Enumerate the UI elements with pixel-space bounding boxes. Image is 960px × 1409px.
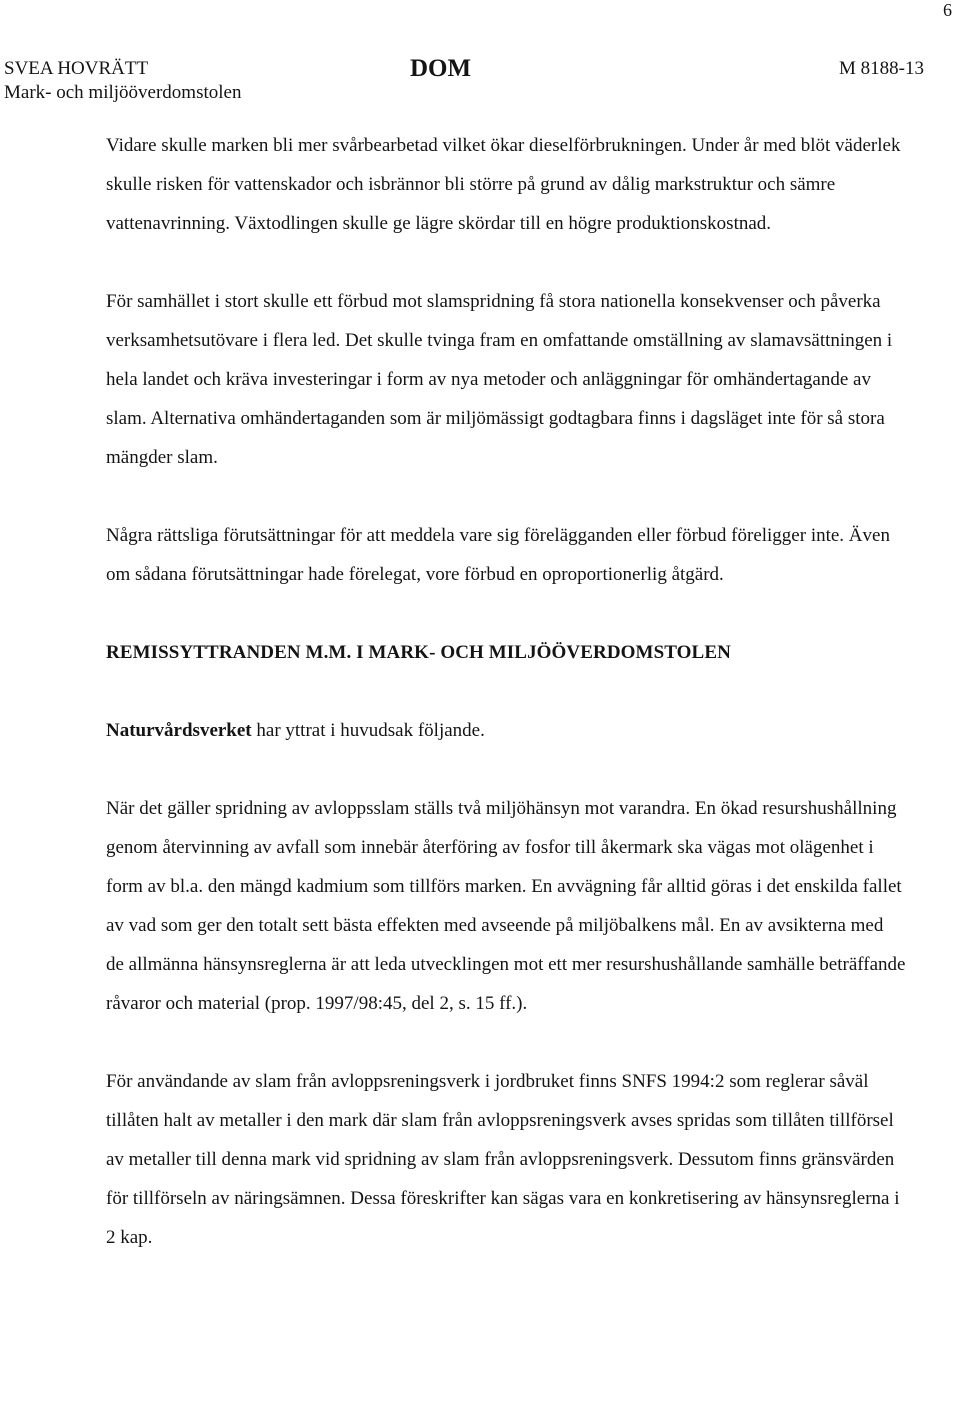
paragraph: Vidare skulle marken bli mer svårbearbetad vilket ökar dieselförbrukningen. Under år med blöt väderlek skulle risken för vattenskador och isbrännor bli större på grund av dålig markstruktur och sämre vattenavrinning. Växtodlingen skulle ge lägre skördar till en högre produktionskostnad.	[106, 135, 901, 234]
paragraph: Några rättsliga förutsättningar för att meddela vare sig förelägganden eller förbud föreligger inte. Även om sådana förutsättningar hade förelegat, vore förbud en oproportionerlig åtgärd.	[106, 525, 890, 585]
document-header	[4, 56, 924, 106]
document-type: DOM	[410, 55, 472, 82]
paragraph: För användande av slam från avloppsreningsverk i jordbruket finns SNFS 1994:2 som reglerar såväl tillåten halt av metaller i den mark där slam från avloppsreningsverk avses spridas som tillåten tillförsel av metaller till denna mark vid spridning av slam från avloppsreningsverk. Dessutom finns gränsvärden för tillförseln av näringsämnen. Dessa föreskrifter kan sägas vara en konkretisering av hänsynsreglerna i 2 kap.	[106, 1071, 900, 1248]
intro-paragraph	[106, 711, 906, 750]
paragraph: För samhället i stort skulle ett förbud mot slamspridning få stora nationella konsekvenser och påverka verksamhetsutövare i flera led. Det skulle tvinga fram en omfattande omställning av slamavsättningen i hela landet och kräva investeringar i form av nya metoder och anläggningar för omhändertagande av slam. Alternativa omhändertaganden som är miljömässigt godtagbara finns i dagsläget inte för så stora mängder slam.	[106, 291, 893, 468]
paragraph: När det gäller spridning av avloppsslam ställs två miljöhänsyn mot varandra. En ökad resurshushållning genom återvinning av avfall som innebär återföring av fosfor till åkermark ska vägas mot olägenhet i form av bl.a. den mängd kadmium som tillförs marken. En avvägning får alltid göras i det enskilda fallet av vad som ger den totalt sett bästa effekten med avseende på miljöbalkens mål. En av avsikterna med de allmänna hänsynsreglerna är att leda utvecklingen mot ett mer resurshushållande samhälle beträffande råvaror och material (prop. 1997/98:45, del 2, s. 15 ff.).	[106, 798, 906, 1014]
agency-name: Naturvårdsverket	[106, 720, 252, 741]
court-division: Mark- och miljööverdomstolen	[4, 82, 242, 103]
case-number: M 8188-13	[839, 58, 924, 79]
court-name: SVEA HOVRÄTT	[4, 58, 149, 79]
section-heading: REMISSYTTRANDEN M.M. I MARK- OCH MILJÖÖVERDOMSTOLEN	[106, 642, 731, 663]
page-number: 6	[943, 0, 952, 20]
document-body	[106, 126, 906, 1296]
intro-text: har yttrat i huvudsak följande.	[251, 720, 485, 741]
